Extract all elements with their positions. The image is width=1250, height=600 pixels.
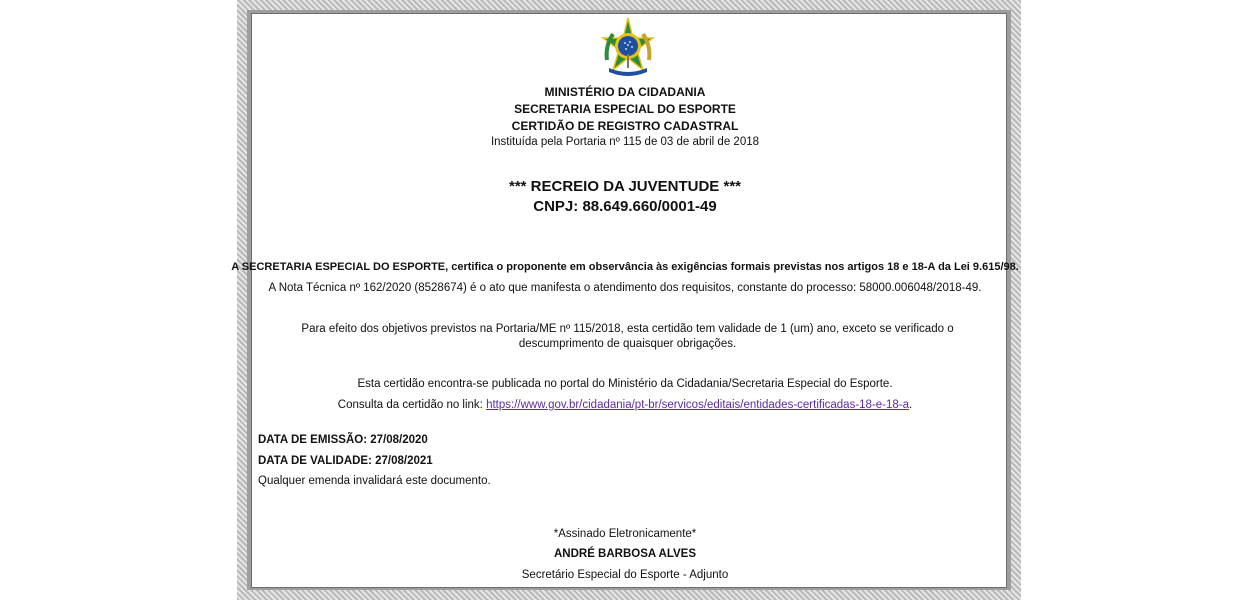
signer-name: ANDRÉ BARBOSA ALVES	[553, 548, 697, 560]
validity-paragraph: Para efeito dos objetivos previstos na Portaria/ME nº 115/2018, esta certidão tem validade de 1 (um) ano, exceto se verificado o descumprimento de quaisquer obrigações.	[301, 323, 954, 350]
consult-suffix: .	[909, 399, 913, 411]
published-text: Esta certidão encontra-se publicada no portal do Ministério da Cidadania/Secretaria Especial do Esporte.	[357, 378, 893, 390]
entity-cnpj: CNPJ: 88.649.660/0001-49	[533, 198, 717, 215]
instituted-by-text: Instituída pela Portaria nº 115 de 03 de abril de 2018	[490, 136, 760, 148]
amendment-note: Qualquer emenda invalidará este documento.	[258, 475, 491, 487]
certificate-link[interactable]: https://www.gov.br/cidadania/pt-br/servicos/editais/entidades-certificadas-18-e-18-a	[486, 399, 910, 411]
consult-prefix: Consulta da certidão no link:	[337, 399, 487, 411]
signed-electronically-note: *Assinado Eletronicamente*	[553, 528, 697, 540]
secretariat-title: SECRETARIA ESPECIAL DO ESPORTE	[514, 102, 736, 116]
consult-line	[0, 398, 1250, 413]
signer-role: Secretário Especial do Esporte - Adjunto	[521, 569, 729, 581]
certificate-title: CERTIDÃO DE REGISTRO CADASTRAL	[511, 119, 739, 133]
emission-date: DATA DE EMISSÃO: 27/08/2020	[258, 434, 428, 446]
certification-statement: A SECRETARIA ESPECIAL DO ESPORTE, certifica o proponente em observância às exigências formais previstas nos artigos 18 e 18-A da Lei 9.615/98.	[231, 261, 1019, 273]
entity-name: *** RECREIO DA JUVENTUDE ***	[509, 178, 741, 195]
ministry-title: MINISTÉRIO DA CIDADANIA	[544, 85, 706, 99]
validity-date: DATA DE VALIDADE: 27/08/2021	[258, 455, 433, 467]
brazil-coat-of-arms-icon	[597, 16, 659, 78]
technical-note-text: A Nota Técnica nº 162/2020 (8528674) é o ato que manifesta o atendimento dos requisitos, constante do processo: 58000.006048/2018-49.	[268, 282, 982, 294]
